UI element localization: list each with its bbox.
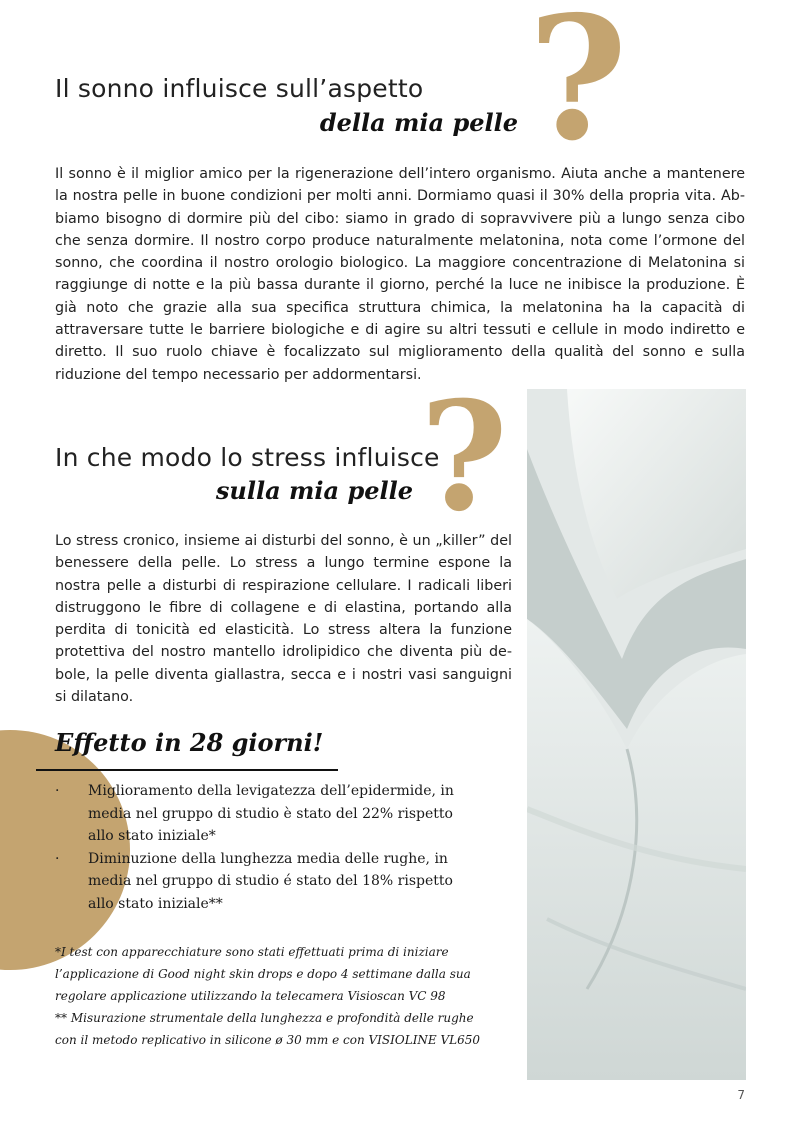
- effect-list: [55, 780, 475, 915]
- section1-subtitle: della mia pelle: [319, 108, 518, 137]
- section1-paragraph: Il sonno è il miglior amico per la rigenerazione dell’intero organismo. Aiuta anche a mantenere la nostra pelle in buone condizioni per molti anni. Dormiamo quasi il 30% della propria vita. Abbiamo bisogno di dormire più del cibo: siamo in grado di sopravvivere più a lungo senza cibo che senza dormire. Il nostro corpo produce naturalmente melatonina, nota come l’ormone del sonno, che coordina il nostro orologio biologico. La maggiore concentrazione di Melatonina si raggiunge di notte e la più bassa durante il giorno, perché la luce ne inibisce la produzione. È già noto che grazie alla sua specifica struttura chimica, la melatonina ha la capacità di attraversare tutte le barriere biologiche e di agire su altri tessuti e cellule in modo indiretto e diretto. Il suo ruolo chiave è focalizzato sul miglioramento della qualità del sonno e sulla riduzione del tempo necessario per addormentarsi.: [55, 166, 745, 383]
- bullet: ·: [55, 783, 60, 799]
- footnote-line: regolare applicazione utilizzando la telecamera Visioscan VC 98: [55, 989, 446, 1003]
- list-item-text: Miglioramento della levigatezza dell’epidermide, in media nel gruppo di studio è stato del 22% rispetto allo stato iniziale*: [88, 783, 454, 844]
- heading-underline: [36, 769, 338, 771]
- footnote-line: con il metodo replicativo in silicone ø 30 mm e con VISIOLINE VL650: [55, 1033, 481, 1047]
- footnotes: [55, 941, 515, 1051]
- list-item-text: Diminuzione della lunghezza media delle rughe, in media nel gruppo di studio é stato del 18% rispetto allo stato iniziale**: [88, 850, 453, 912]
- section2-title: In che modo lo stress influisce: [55, 443, 440, 472]
- effect-heading: Effetto in 28 giorni!: [55, 728, 324, 757]
- section2-subtitle: sulla mia pelle: [215, 476, 413, 505]
- list-item: [55, 780, 475, 848]
- page-number: 7: [737, 1088, 745, 1102]
- pillow-photo: [527, 389, 746, 1080]
- section1-title: Il sonno influisce sull’aspetto: [55, 74, 424, 103]
- list-item: [55, 848, 475, 916]
- bullet: ·: [55, 850, 60, 867]
- section2-paragraph: Lo stress cronico, insieme ai disturbi del sonno, è un „killer” del benessere della pelle. Lo stress a lungo termine espone la nostra pelle a disturbi di respirazione cellulare. I radicali liberi distruggono le fibre di collagene e di elastina, portando alla perdita di tonicità ed elasticità. Lo stress altera la funzione protettiva del nostro mantello idrolipidico che diventa più debole, la pelle diventa giallastra, secca e i nostri vasi sanguigni si dilatano.: [55, 533, 512, 706]
- footnote-line: *I test con apparecchiature sono stati effettuati prima di iniziare: [55, 945, 449, 959]
- question-mark-icon: ?: [528, 0, 628, 179]
- footnote-line: l’applicazione di Good night skin drops e dopo 4 settimane dalla sua: [55, 967, 471, 981]
- footnote-line: ** Misurazione strumentale della lunghezza e profondità delle rughe: [55, 1011, 474, 1025]
- question-mark-icon: ?: [420, 369, 508, 545]
